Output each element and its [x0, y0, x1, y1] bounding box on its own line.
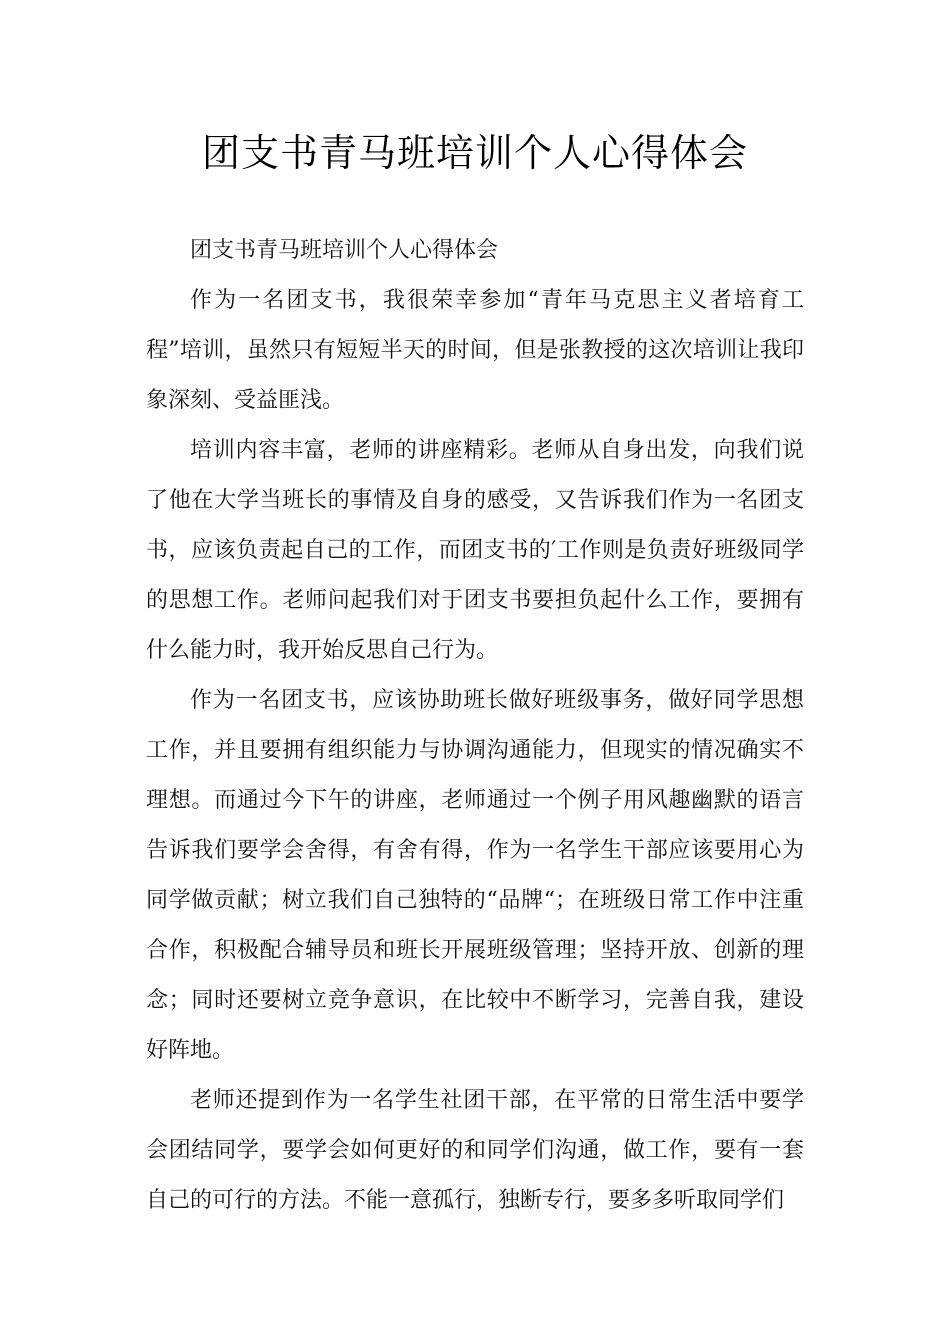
paragraph-duties: 作为一名团支书，应该协助班长做好班级事务，做好同学思想工作，并且要拥有组织能力与协调沟通能力，但现实的情况确实不理想。而通过今下午的讲座，老师通过一个例子用风趣幽默的语言告诉我们要学会舍得，有舍有得，作为一名学生干部应该要用心为同学做贡献；树立我们自己独特的“品牌“；在班级日常工作中注重合作，积极配合辅导员和班长开展班级管理；坚持开放、创新的理念；同时还要树立竞争意识，在比较中不断学习，完善自我，建设好阵地。	[146, 688, 804, 1063]
document-title: 团支书青马班培训个人心得体会	[201, 131, 748, 175]
subtitle-paragraph: 团支书青马班培训个人心得体会	[190, 238, 499, 263]
paragraph-club-leader: 老师还提到作为一名学生社团干部，在平常的日常生活中要学会团结同学，要学会如何更好的和同学们沟通，做工作，要有一套自己的可行的方法。不能一意孤行，独断专行，要多多听取同学们	[146, 1088, 804, 1213]
paragraph-training-content: 培训内容丰富，老师的讲座精彩。老师从自身出发，向我们说了他在大学当班长的事情及自身的感受，又告诉我们作为一名团支书，应该负责起自己的工作，而团支书的′工作则是负责好班级同学的思想工作。老师问起我们对于团支书要担负起什么工作，要拥有什么能力时，我开始反思自己行为。	[146, 438, 804, 663]
document-body	[146, 226, 804, 1226]
paragraph-intro: 作为一名团支书，我很荣幸参加“青年马克思主义者培育工程”培训，虽然只有短短半天的时间，但是张教授的这次培训让我印象深刻、受益匪浅。	[146, 288, 804, 413]
